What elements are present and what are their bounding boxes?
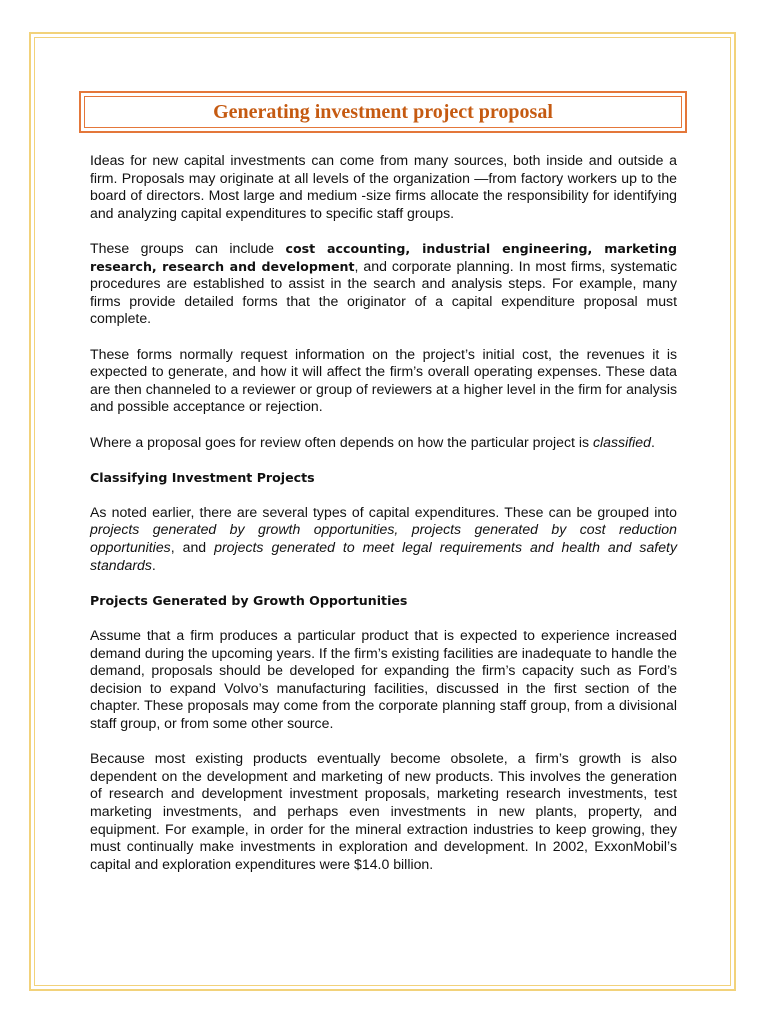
paragraph-4-text-1: Where a proposal goes for review often depends on how the particular project is	[90, 433, 593, 450]
paragraph-1-text: Ideas for new capital investments can come from many sources, both inside and outside a firm. Proposals may originate at all levels of the organization —from factory workers up to the board of directors. Most large and medium -size firms allocate the responsibility for identifying and analyzing capital expenditures to specific staff groups.	[90, 152, 677, 221]
paragraph-7	[90, 750, 677, 873]
section-heading-growth: Projects Generated by Growth Opportunities	[90, 592, 408, 608]
title-box	[84, 96, 682, 128]
paragraph-3	[90, 346, 677, 416]
paragraph-2-text-1: These groups can include	[90, 239, 286, 256]
paragraph-2-text-2: , and corporate planning. In most firms, systematic procedures are established to assist in the search and analysis steps. For example, many firms provide detailed forms that the originator of a capital expenditure proposal must complete.	[90, 257, 677, 327]
paragraph-5-text-3: .	[151, 556, 156, 573]
page-title: Generating investment project proposal	[213, 101, 553, 123]
section-heading-classifying: Classifying Investment Projects	[90, 469, 315, 485]
paragraph-4	[90, 434, 677, 452]
paragraph-4-italic: classified	[592, 433, 651, 450]
paragraph-1	[90, 152, 677, 222]
paragraph-2-bold-groups: cost accounting, industrial engineering, marketing research, research and development	[90, 240, 677, 274]
paragraph-5	[90, 504, 677, 574]
paragraph-6-text: Assume that a firm produces a particular product that is expected to experience increased demand during the upcoming years. If the firm’s existing facilities are inadequate to handle the demand, proposals should be developed for expanding the firm’s capacity such as Ford’s decision to expand Volvo’s manufacturing facilities, discussed in the first section of the chapter. These proposals may come from the corporate planning staff group, from a divisional staff group, or from some other source.	[90, 627, 677, 731]
paragraph-5-text-1: As noted earlier, there are several types of capital expenditures. These can be grouped into	[90, 503, 677, 520]
paragraph-5-text-2: , and	[170, 539, 215, 556]
paragraph-4-text-2: .	[650, 433, 655, 450]
document-body	[90, 152, 677, 891]
paragraph-6	[90, 627, 677, 733]
paragraph-5-italic-2: projects generated to meet legal requirements and health and safety standards	[90, 539, 678, 573]
paragraph-7-text: Because most existing products eventually become obsolete, a firm’s growth is also dependent on the development and marketing of new products. This involves the generation of research and development investment proposals, marketing research investments, test marketing investments, and perhaps even investments in new plants, property, and equipment. For example, in order for the mineral extraction industries to keep growing, they must continually make investments in exploration and development. In 2002, ExxonMobil’s capital and exploration expenditures were $14.0 billion.	[90, 750, 677, 872]
paragraph-3-text: These forms normally request information on the project’s initial cost, the revenues it is expected to generate, and how it will affect the firm’s overall operating expenses. These data are then channeled to a reviewer or group of reviewers at a higher level in the firm for analysis and possible acceptance or rejection.	[90, 345, 677, 415]
paragraph-2	[90, 240, 677, 328]
paragraph-5-italic-1: projects generated by growth opportunities, projects generated by cost reduction opportunities	[90, 521, 677, 556]
